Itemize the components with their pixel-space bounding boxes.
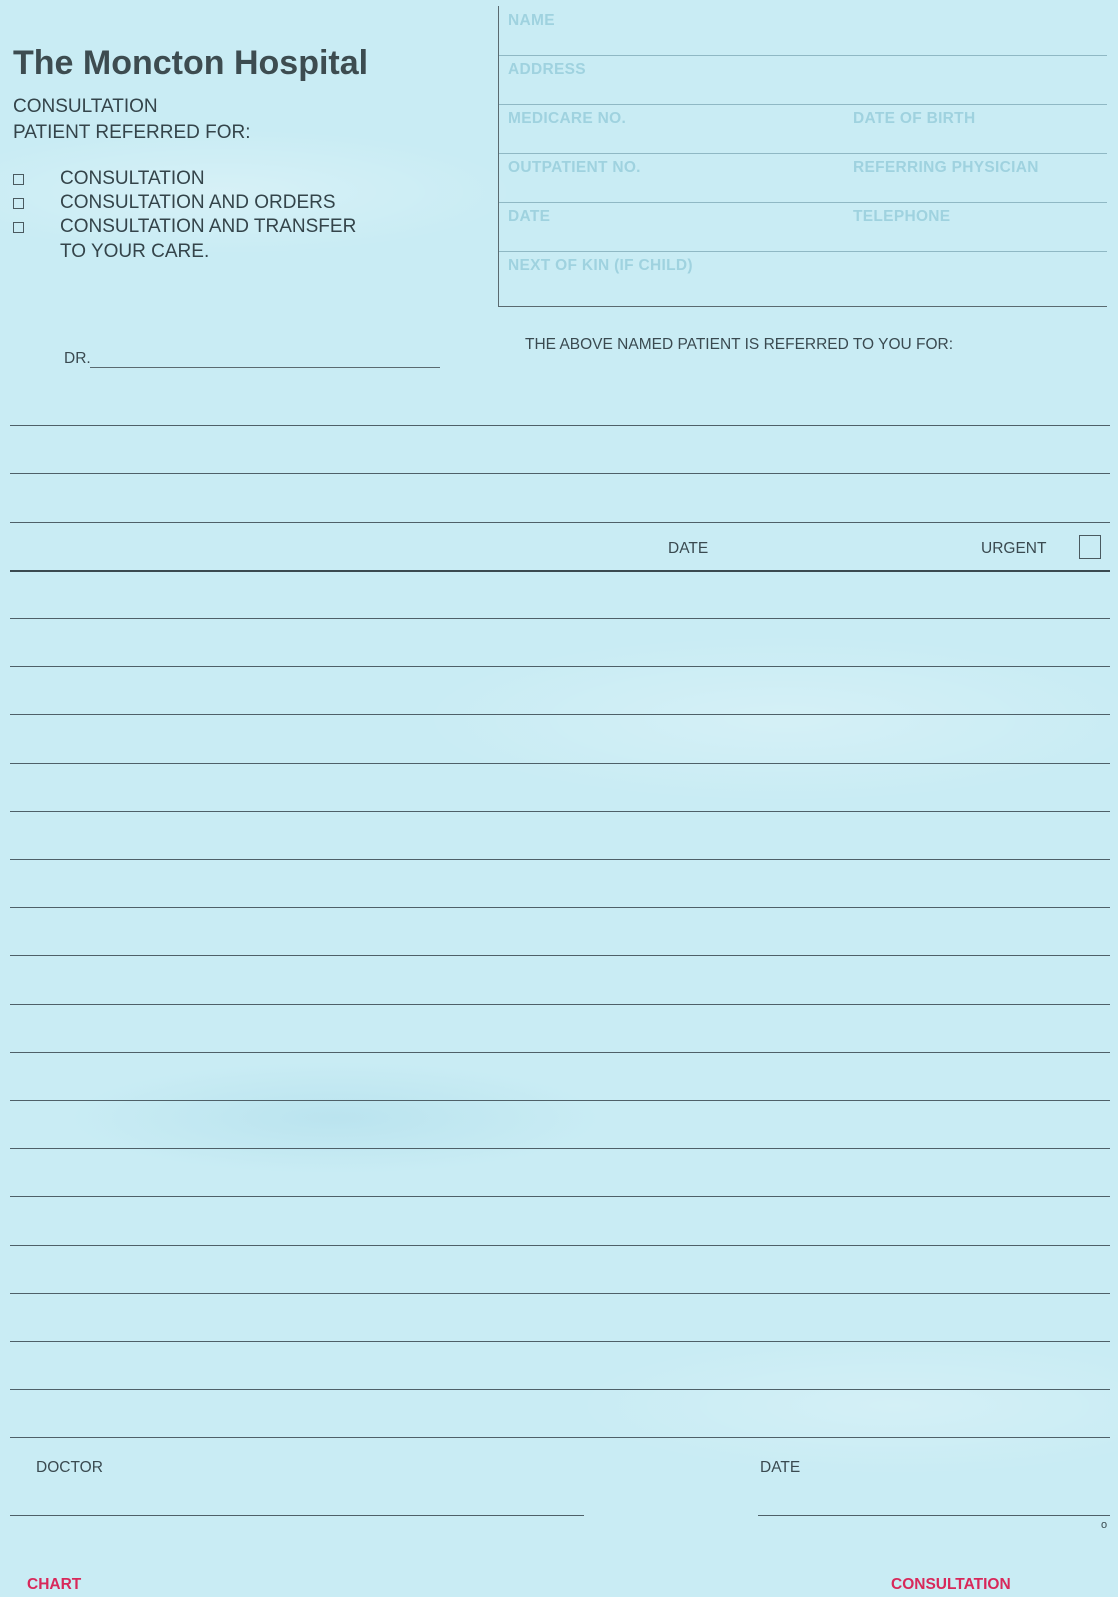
notes-line[interactable] <box>10 907 1110 908</box>
notes-line[interactable] <box>10 618 1110 619</box>
notes-line[interactable] <box>10 714 1110 715</box>
notes-line[interactable] <box>10 1341 1110 1342</box>
name-field[interactable] <box>499 6 1107 56</box>
name-label: NAME <box>508 12 555 29</box>
notes-line[interactable] <box>10 763 1110 764</box>
option-label: CONSULTATION AND TRANSFER <box>60 216 357 237</box>
medicare-row[interactable] <box>499 104 1107 154</box>
notes-line[interactable] <box>10 1004 1110 1005</box>
date-telephone-row[interactable] <box>499 202 1107 252</box>
notes-line[interactable] <box>10 1437 1110 1438</box>
reason-line[interactable] <box>10 425 1110 426</box>
corner-mark: o <box>1101 1519 1108 1531</box>
urgent-label: URGENT <box>981 540 1047 557</box>
referring-physician-label: REFERRING PHYSICIAN <box>853 159 1039 176</box>
option-label: CONSULTATION <box>60 168 205 189</box>
doctor-label: DOCTOR <box>36 1459 103 1476</box>
notes-line[interactable] <box>10 859 1110 860</box>
copy-label-consultation: CONSULTATION <box>891 1576 1011 1593</box>
medicare-label: MEDICARE NO. <box>508 110 627 127</box>
option-consultation-orders[interactable] <box>13 192 336 214</box>
referral-statement: THE ABOVE NAMED PATIENT IS REFERRED TO YOU FOR: <box>525 336 954 353</box>
patient-info-box <box>498 6 1107 307</box>
option-label: CONSULTATION AND ORDERS <box>60 192 336 213</box>
notes-line[interactable] <box>10 955 1110 956</box>
reason-line[interactable] <box>10 473 1110 474</box>
notes-line[interactable] <box>10 1389 1110 1390</box>
doctor-signature-line[interactable] <box>10 1515 584 1516</box>
notes-line[interactable] <box>10 1148 1110 1149</box>
notes-line[interactable] <box>10 1052 1110 1053</box>
next-of-kin-label: NEXT OF KIN (IF CHILD) <box>508 257 693 274</box>
notes-line[interactable] <box>10 1196 1110 1197</box>
outpatient-label: OUTPATIENT NO. <box>508 159 641 176</box>
notes-line[interactable] <box>10 811 1110 812</box>
checkbox[interactable] <box>13 174 24 185</box>
signature-date-label: DATE <box>760 1459 801 1476</box>
notes-line[interactable] <box>10 1293 1110 1294</box>
option-consultation-transfer[interactable] <box>13 216 356 238</box>
address-field[interactable] <box>499 55 1107 105</box>
next-of-kin-field[interactable] <box>499 251 1107 300</box>
form-type-label: CONSULTATION <box>13 96 158 117</box>
referral-date-label: DATE <box>668 540 709 557</box>
dob-label: DATE OF BIRTH <box>853 110 976 127</box>
section-divider <box>10 570 1110 572</box>
dr-signature-line[interactable] <box>90 367 440 368</box>
dr-label: DR. <box>64 350 91 367</box>
notes-line[interactable] <box>10 666 1110 667</box>
option-continuation: TO YOUR CARE. <box>60 241 210 262</box>
urgent-checkbox[interactable] <box>1079 535 1101 559</box>
address-label: ADDRESS <box>508 61 586 78</box>
patient-date-label: DATE <box>508 208 551 225</box>
notes-line[interactable] <box>10 1245 1110 1246</box>
outpatient-row[interactable] <box>499 153 1107 203</box>
notes-line[interactable] <box>10 1100 1110 1101</box>
copy-label-chart: CHART <box>27 1576 82 1593</box>
referred-for-label: PATIENT REFERRED FOR: <box>13 122 251 143</box>
hospital-title: The Moncton Hospital <box>13 44 369 82</box>
checkbox[interactable] <box>13 198 24 209</box>
option-consultation[interactable] <box>13 168 205 190</box>
reason-line[interactable] <box>10 522 1110 523</box>
signature-date-line[interactable] <box>758 1515 1110 1516</box>
checkbox[interactable] <box>13 222 24 233</box>
telephone-label: TELEPHONE <box>853 208 951 225</box>
